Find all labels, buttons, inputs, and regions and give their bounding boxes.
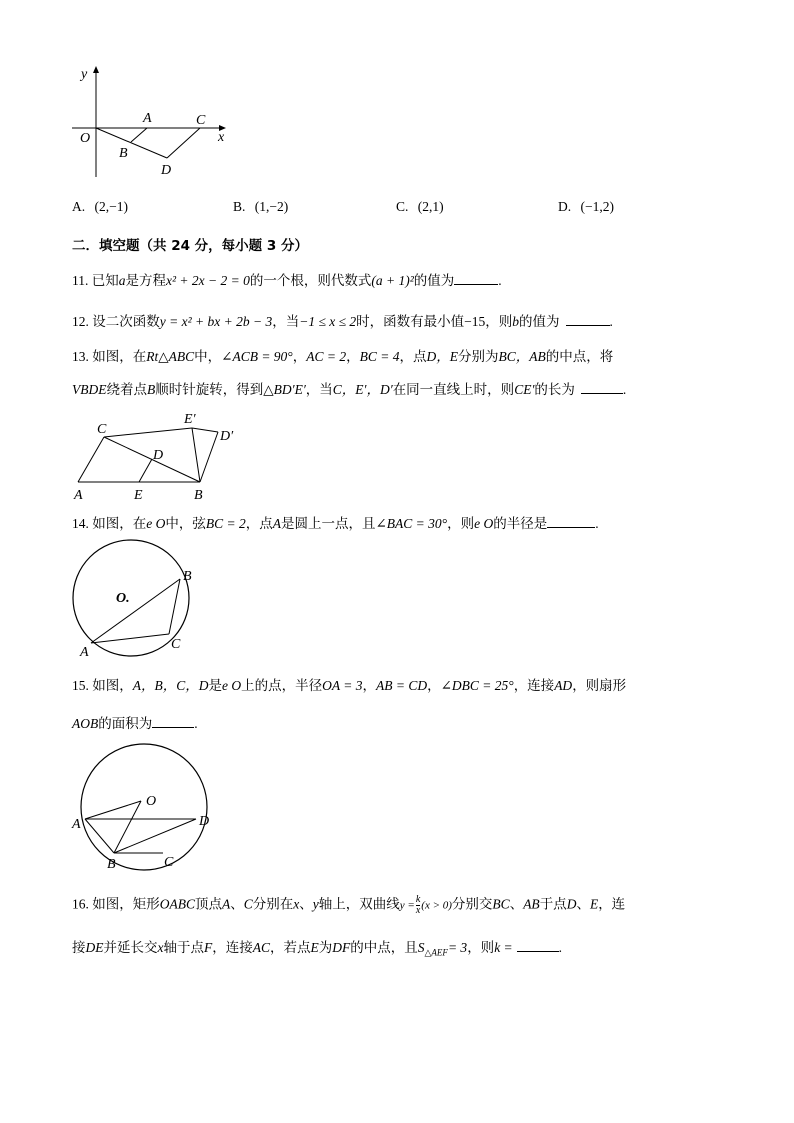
text: 分别为 <box>457 349 499 364</box>
text: ， <box>292 349 307 364</box>
label-d: D <box>199 814 210 829</box>
question-16-line-2 <box>72 938 562 962</box>
triangle: Rt△ABC <box>146 349 195 364</box>
answer-blank[interactable] <box>454 271 498 285</box>
segment: DE <box>85 940 104 955</box>
option-a[interactable] <box>72 198 128 216</box>
point: B <box>147 382 156 397</box>
text: 接 <box>72 940 86 955</box>
text: 为 <box>318 940 333 955</box>
answer-blank[interactable] <box>566 312 610 326</box>
question-13-line-2 <box>72 380 626 399</box>
text: . <box>609 314 613 329</box>
q14-figure <box>0 535 794 675</box>
text: 绕着点 <box>106 382 147 397</box>
axis: x <box>293 896 300 912</box>
min-value: −15 <box>464 314 486 329</box>
text: ，若点 <box>270 940 311 955</box>
length: AC = 2 <box>306 349 347 364</box>
question-15-line-2 <box>72 714 198 733</box>
point: D <box>566 896 577 912</box>
text: . <box>595 516 599 531</box>
range: −1 ≤ x ≤ 2 <box>299 314 357 329</box>
label-d-prime: D′ <box>220 429 234 444</box>
equation: y = x² + bx + 2b − 3 <box>159 314 273 329</box>
segment-ab <box>85 819 114 853</box>
q13-figure <box>0 405 794 505</box>
text: ，连 <box>598 896 626 912</box>
point: A <box>272 516 281 531</box>
label-d: D <box>161 163 172 178</box>
segment-ab <box>131 128 147 142</box>
text: 中， <box>194 349 222 364</box>
segment: CE′ <box>514 382 535 397</box>
point: C <box>243 896 253 912</box>
length: BC = 2 <box>205 516 246 531</box>
option-value: (1,−2) <box>254 199 289 214</box>
label-a: A <box>143 111 152 126</box>
option-letter: D. <box>558 199 572 214</box>
label-c: C <box>171 637 181 652</box>
text: 、 <box>576 896 590 912</box>
text: 时，函数有最小值 <box>356 314 465 329</box>
angle: ∠BAC = 30° <box>375 516 448 531</box>
text: 轴于点 <box>163 940 204 955</box>
angle: ∠ACB = 90° <box>221 349 293 364</box>
y-axis-arrow <box>93 66 99 73</box>
segment: BC <box>492 896 510 912</box>
triangle: △BD′E′ <box>263 382 306 397</box>
text: 设二次函数 <box>92 314 160 329</box>
segment-ed <box>139 459 152 482</box>
text: ，点 <box>399 349 427 364</box>
segment-od <box>96 128 167 158</box>
text: 的中点，且 <box>350 940 418 955</box>
text: 于点 <box>539 896 567 912</box>
label-o: O. <box>116 591 130 606</box>
text: ，连接 <box>513 678 555 693</box>
text: 的值为 <box>413 273 455 288</box>
text: 、 <box>509 896 524 912</box>
option-letter: B. <box>233 199 246 214</box>
text: 的长为 <box>534 382 575 397</box>
area-symbol: S <box>417 940 425 955</box>
text: 如图，矩形 <box>92 896 160 912</box>
option-d[interactable] <box>558 198 614 216</box>
segment: AC <box>252 940 271 955</box>
text: 的一个根，则代数式 <box>249 273 372 288</box>
arcs: AB = CD <box>376 678 428 693</box>
text: 并延长交 <box>103 940 158 955</box>
option-letter: A. <box>72 199 86 214</box>
text: 如图，在 <box>92 349 147 364</box>
segment-bd <box>114 819 196 853</box>
segment: AD <box>554 678 573 693</box>
segments: BC，AB <box>498 349 546 364</box>
label-b: B <box>107 857 116 872</box>
question-number: 14. <box>72 516 89 531</box>
axis: x <box>157 940 164 955</box>
text: ，连接 <box>212 940 253 955</box>
answer-blank[interactable] <box>547 514 595 528</box>
fraction <box>416 895 420 916</box>
angle: ∠DBC = 25° <box>440 678 514 693</box>
text: ，点 <box>245 516 273 531</box>
chord-ac <box>91 634 169 643</box>
label-b: B <box>119 146 128 161</box>
text: 顶点 <box>195 896 222 912</box>
label-o: O <box>146 794 157 809</box>
segment: AB <box>523 896 540 912</box>
question-number: 15. <box>72 678 89 693</box>
label-a: A <box>80 645 89 660</box>
var-a: a <box>118 273 126 288</box>
rectangle: OABC <box>159 896 195 912</box>
text: . <box>622 382 627 397</box>
text: 的中点，将 <box>545 349 614 364</box>
text: 轴上，双曲线 <box>318 896 400 912</box>
condition: (x > 0) <box>421 899 452 912</box>
answer-blank[interactable] <box>517 938 559 952</box>
segment-e1b <box>192 428 200 482</box>
option-value: (−1,2) <box>580 199 614 214</box>
text: 的面积为 <box>98 716 153 731</box>
label-b: B <box>194 488 203 503</box>
area-value: = 3 <box>447 940 468 955</box>
text: 是 <box>208 678 222 693</box>
text: 分别交 <box>451 896 493 912</box>
question-14 <box>72 514 599 533</box>
text: ， <box>362 678 376 693</box>
text: ， <box>346 349 360 364</box>
question-number: 13. <box>72 349 89 364</box>
text: ，则 <box>447 516 475 531</box>
text: 、 <box>299 896 313 912</box>
question-number: 12. <box>72 314 89 329</box>
text: 如图，在 <box>92 516 147 531</box>
hyperbola-lhs: y = <box>399 899 415 912</box>
segment-d1b <box>200 432 218 482</box>
text: . <box>498 273 502 288</box>
text: 已知 <box>91 273 119 288</box>
label-a: A <box>74 488 83 503</box>
label-e: E <box>134 488 143 503</box>
option-letter: C. <box>396 199 409 214</box>
text: ，则扇形 <box>572 678 627 693</box>
option-b[interactable] <box>233 198 288 216</box>
points: A，B，C，D <box>132 678 209 693</box>
option-c[interactable] <box>396 198 444 216</box>
triangle: VBDE <box>72 382 107 397</box>
question-number: 16. <box>72 896 89 912</box>
question-12 <box>72 312 613 331</box>
segment-ac <box>78 437 104 482</box>
segment-cd <box>167 128 200 158</box>
label-b: B <box>183 569 192 584</box>
text: ，当 <box>305 382 333 397</box>
text: ，当 <box>272 314 300 329</box>
label-x: x <box>218 130 225 145</box>
question-number: 11. <box>72 273 89 288</box>
text: 上的点，半径 <box>241 678 323 693</box>
points: D，E <box>426 349 458 364</box>
label-y: y <box>81 67 88 82</box>
label-a: A <box>72 817 81 832</box>
answer-blank[interactable] <box>152 714 194 728</box>
text: 的值为 <box>519 314 560 329</box>
area-subscript: △AEF <box>424 947 448 958</box>
label-c: C <box>164 855 174 870</box>
circle-o <box>81 744 210 870</box>
text: ，则 <box>485 314 513 329</box>
section-title: 二．填空题（共 24 分，每小题 3 分） <box>72 238 308 254</box>
length: BC = 4 <box>359 349 400 364</box>
expression: (a + 1)² <box>371 273 414 288</box>
q15-figure <box>0 740 794 880</box>
axis: y <box>312 896 319 912</box>
coordinate-figure <box>0 0 794 190</box>
text: 如图， <box>92 678 133 693</box>
equation: x² + 2x − 2 = 0 <box>166 273 250 288</box>
text: 是圆上一点，且 <box>281 516 376 531</box>
point: E <box>310 940 319 955</box>
question-13-line-1 <box>72 348 613 366</box>
question-11 <box>72 271 502 290</box>
option-value: (2,−1) <box>94 199 128 214</box>
question-15-line-1 <box>72 677 626 695</box>
text: 、 <box>230 896 244 912</box>
circle: e O <box>222 678 242 693</box>
text: 的半径是 <box>493 516 548 531</box>
text: . <box>194 716 198 731</box>
label-c: C <box>97 422 107 437</box>
var-b: b <box>512 314 520 329</box>
length: OA = 3 <box>322 678 363 693</box>
segment-ce1 <box>104 428 192 437</box>
text: 在同一直线上时，则 <box>392 382 515 397</box>
chord-bc <box>169 579 180 634</box>
chord-ab <box>91 579 180 643</box>
points: C，E′，D′ <box>332 382 393 397</box>
numerator: k <box>415 894 421 905</box>
circle: e O <box>474 516 494 531</box>
point: A <box>222 896 231 912</box>
text: 分别在 <box>252 896 294 912</box>
question-16-line-1 <box>72 895 625 916</box>
label-o: O <box>80 131 91 146</box>
text: . <box>558 940 563 955</box>
text: ，则 <box>467 940 495 955</box>
option-value: (2,1) <box>417 199 444 214</box>
text: 是方程 <box>125 273 166 288</box>
segment-e1d1 <box>192 428 218 432</box>
text: ， <box>427 678 441 693</box>
denominator: x <box>415 905 421 916</box>
point: F <box>204 940 213 955</box>
text: 中，弦 <box>165 516 206 531</box>
point: E <box>589 896 599 912</box>
sector: AOB <box>72 716 99 731</box>
var-k: k = <box>494 940 513 955</box>
segment: DF <box>332 940 351 955</box>
label-e-prime: E′ <box>184 412 196 427</box>
label-d: D <box>153 448 164 463</box>
answer-blank[interactable] <box>581 380 623 394</box>
circle: e O <box>146 516 166 531</box>
label-c: C <box>196 113 206 128</box>
text: 顺时针旋转，得到 <box>155 382 264 397</box>
